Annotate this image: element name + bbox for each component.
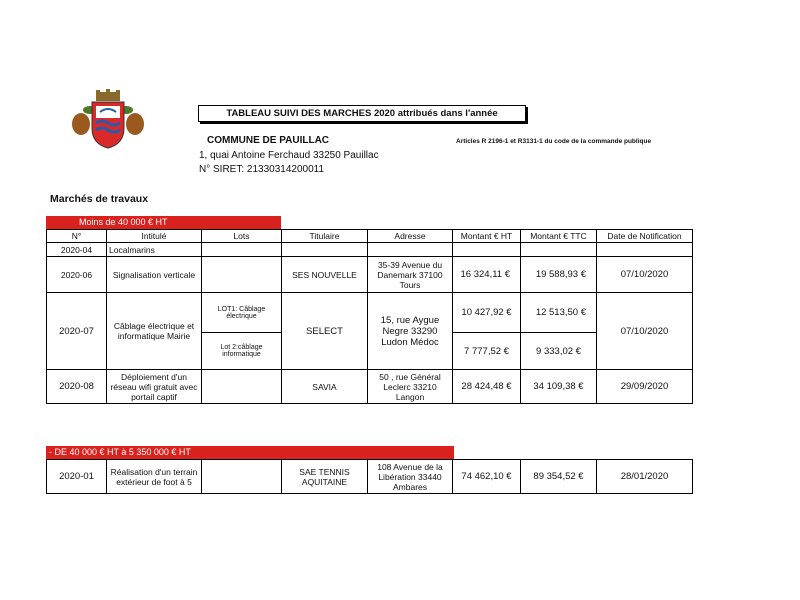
table-row: [47, 243, 693, 257]
threshold-banner-1: Moins de 40 000 € HT: [46, 216, 281, 229]
cell-intitule: Signalisation verticale: [107, 257, 202, 293]
cell-adresse: 108 Avenue de la Libération 33440 Ambares: [368, 460, 453, 494]
cell-montant-ht: 28 424,48 €: [453, 370, 521, 404]
cell-lot-2: Lot 2:câblage informatique: [202, 333, 282, 370]
header-montant-ht: Montant € HT: [453, 230, 521, 243]
commune-address: 1, quai Antoine Ferchaud 33250 Pauillac: [199, 150, 379, 161]
threshold-banner-2: - DE 40 000 € HT à 5 350 000 € HT: [46, 446, 454, 459]
legal-articles: Articles R 2196-1 et R3131-1 du code de la commande publique: [456, 138, 652, 145]
cell-montant-ttc: 89 354,52 €: [521, 460, 597, 494]
cell-intitule: Déploiement d'un réseau wifi gratuit avec portail captif: [107, 370, 202, 404]
cell-titulaire: SES NOUVELLE: [282, 257, 368, 293]
cell-intitule: Câblage électrique et informatique Mairie: [107, 293, 202, 370]
cell-lot-1: LOT1: Câblage électrique: [202, 293, 282, 333]
cell-montant-ttc-lot-2: 9 333,02 €: [521, 333, 597, 370]
cell-num: 2020-07: [47, 293, 107, 370]
header-intitule: Intitulé: [107, 230, 202, 243]
cell-montant-ht: 16 324,11 €: [453, 257, 521, 293]
coat-of-arms-logo: [70, 88, 146, 150]
cell-montant-ht-lot-2: 7 777,52 €: [453, 333, 521, 370]
cell-date: 28/01/2020: [597, 460, 693, 494]
cell-montant-ttc-lot-1: 12 513,50 €: [521, 293, 597, 333]
contracts-table-1: [46, 229, 693, 404]
cell-montant-ttc: 19 588,93 €: [521, 257, 597, 293]
header-adresse: Adresse: [368, 230, 453, 243]
table-row: [47, 460, 693, 494]
cell-titulaire: SAVIA: [282, 370, 368, 404]
document-title: TABLEAU SUIVI DES MARCHES 2020 attribués dans l'année: [198, 105, 526, 122]
cell-titulaire: SAE TENNIS AQUITAINE: [282, 460, 368, 494]
cell-intitule: Localmarins: [107, 243, 202, 257]
header-num: N°: [47, 230, 107, 243]
header-date: Date de Notification: [597, 230, 693, 243]
table-row: [47, 293, 693, 333]
cell-montant-ht: 74 462,10 €: [453, 460, 521, 494]
siret-number: N° SIRET: 21330314200011: [199, 164, 325, 175]
header-lots: Lots: [202, 230, 282, 243]
header-titulaire: Titulaire: [282, 230, 368, 243]
cell-num: 2020-06: [47, 257, 107, 293]
cell-date: 29/09/2020: [597, 370, 693, 404]
cell-adresse: 50 , rue Général Leclerc 33210 Langon: [368, 370, 453, 404]
section-title: Marchés de travaux: [50, 193, 149, 205]
contracts-table-2: [46, 459, 693, 494]
cell-num: 2020-01: [47, 460, 107, 494]
cell-titulaire: SELECT: [282, 293, 368, 370]
cell-date: 07/10/2020: [597, 257, 693, 293]
cell-montant-ht-lot-1: 10 427,92 €: [453, 293, 521, 333]
cell-num: 2020-04: [47, 243, 107, 257]
header-montant-ttc: Montant € TTC: [521, 230, 597, 243]
cell-intitule: Réalisation d'un terrain extérieur de foot à 5: [107, 460, 202, 494]
commune-name: COMMUNE DE PAUILLAC: [207, 135, 330, 146]
table-row: [47, 257, 693, 293]
table-header-row: [47, 230, 693, 243]
cell-adresse: 15, rue Aygue Negre 33290 Ludon Médoc: [368, 293, 453, 370]
cell-montant-ttc: 34 109,38 €: [521, 370, 597, 404]
table-row: [47, 370, 693, 404]
cell-date: 07/10/2020: [597, 293, 693, 370]
cell-adresse: 35-39 Avenue du Danemark 37100 Tours: [368, 257, 453, 293]
cell-num: 2020-08: [47, 370, 107, 404]
